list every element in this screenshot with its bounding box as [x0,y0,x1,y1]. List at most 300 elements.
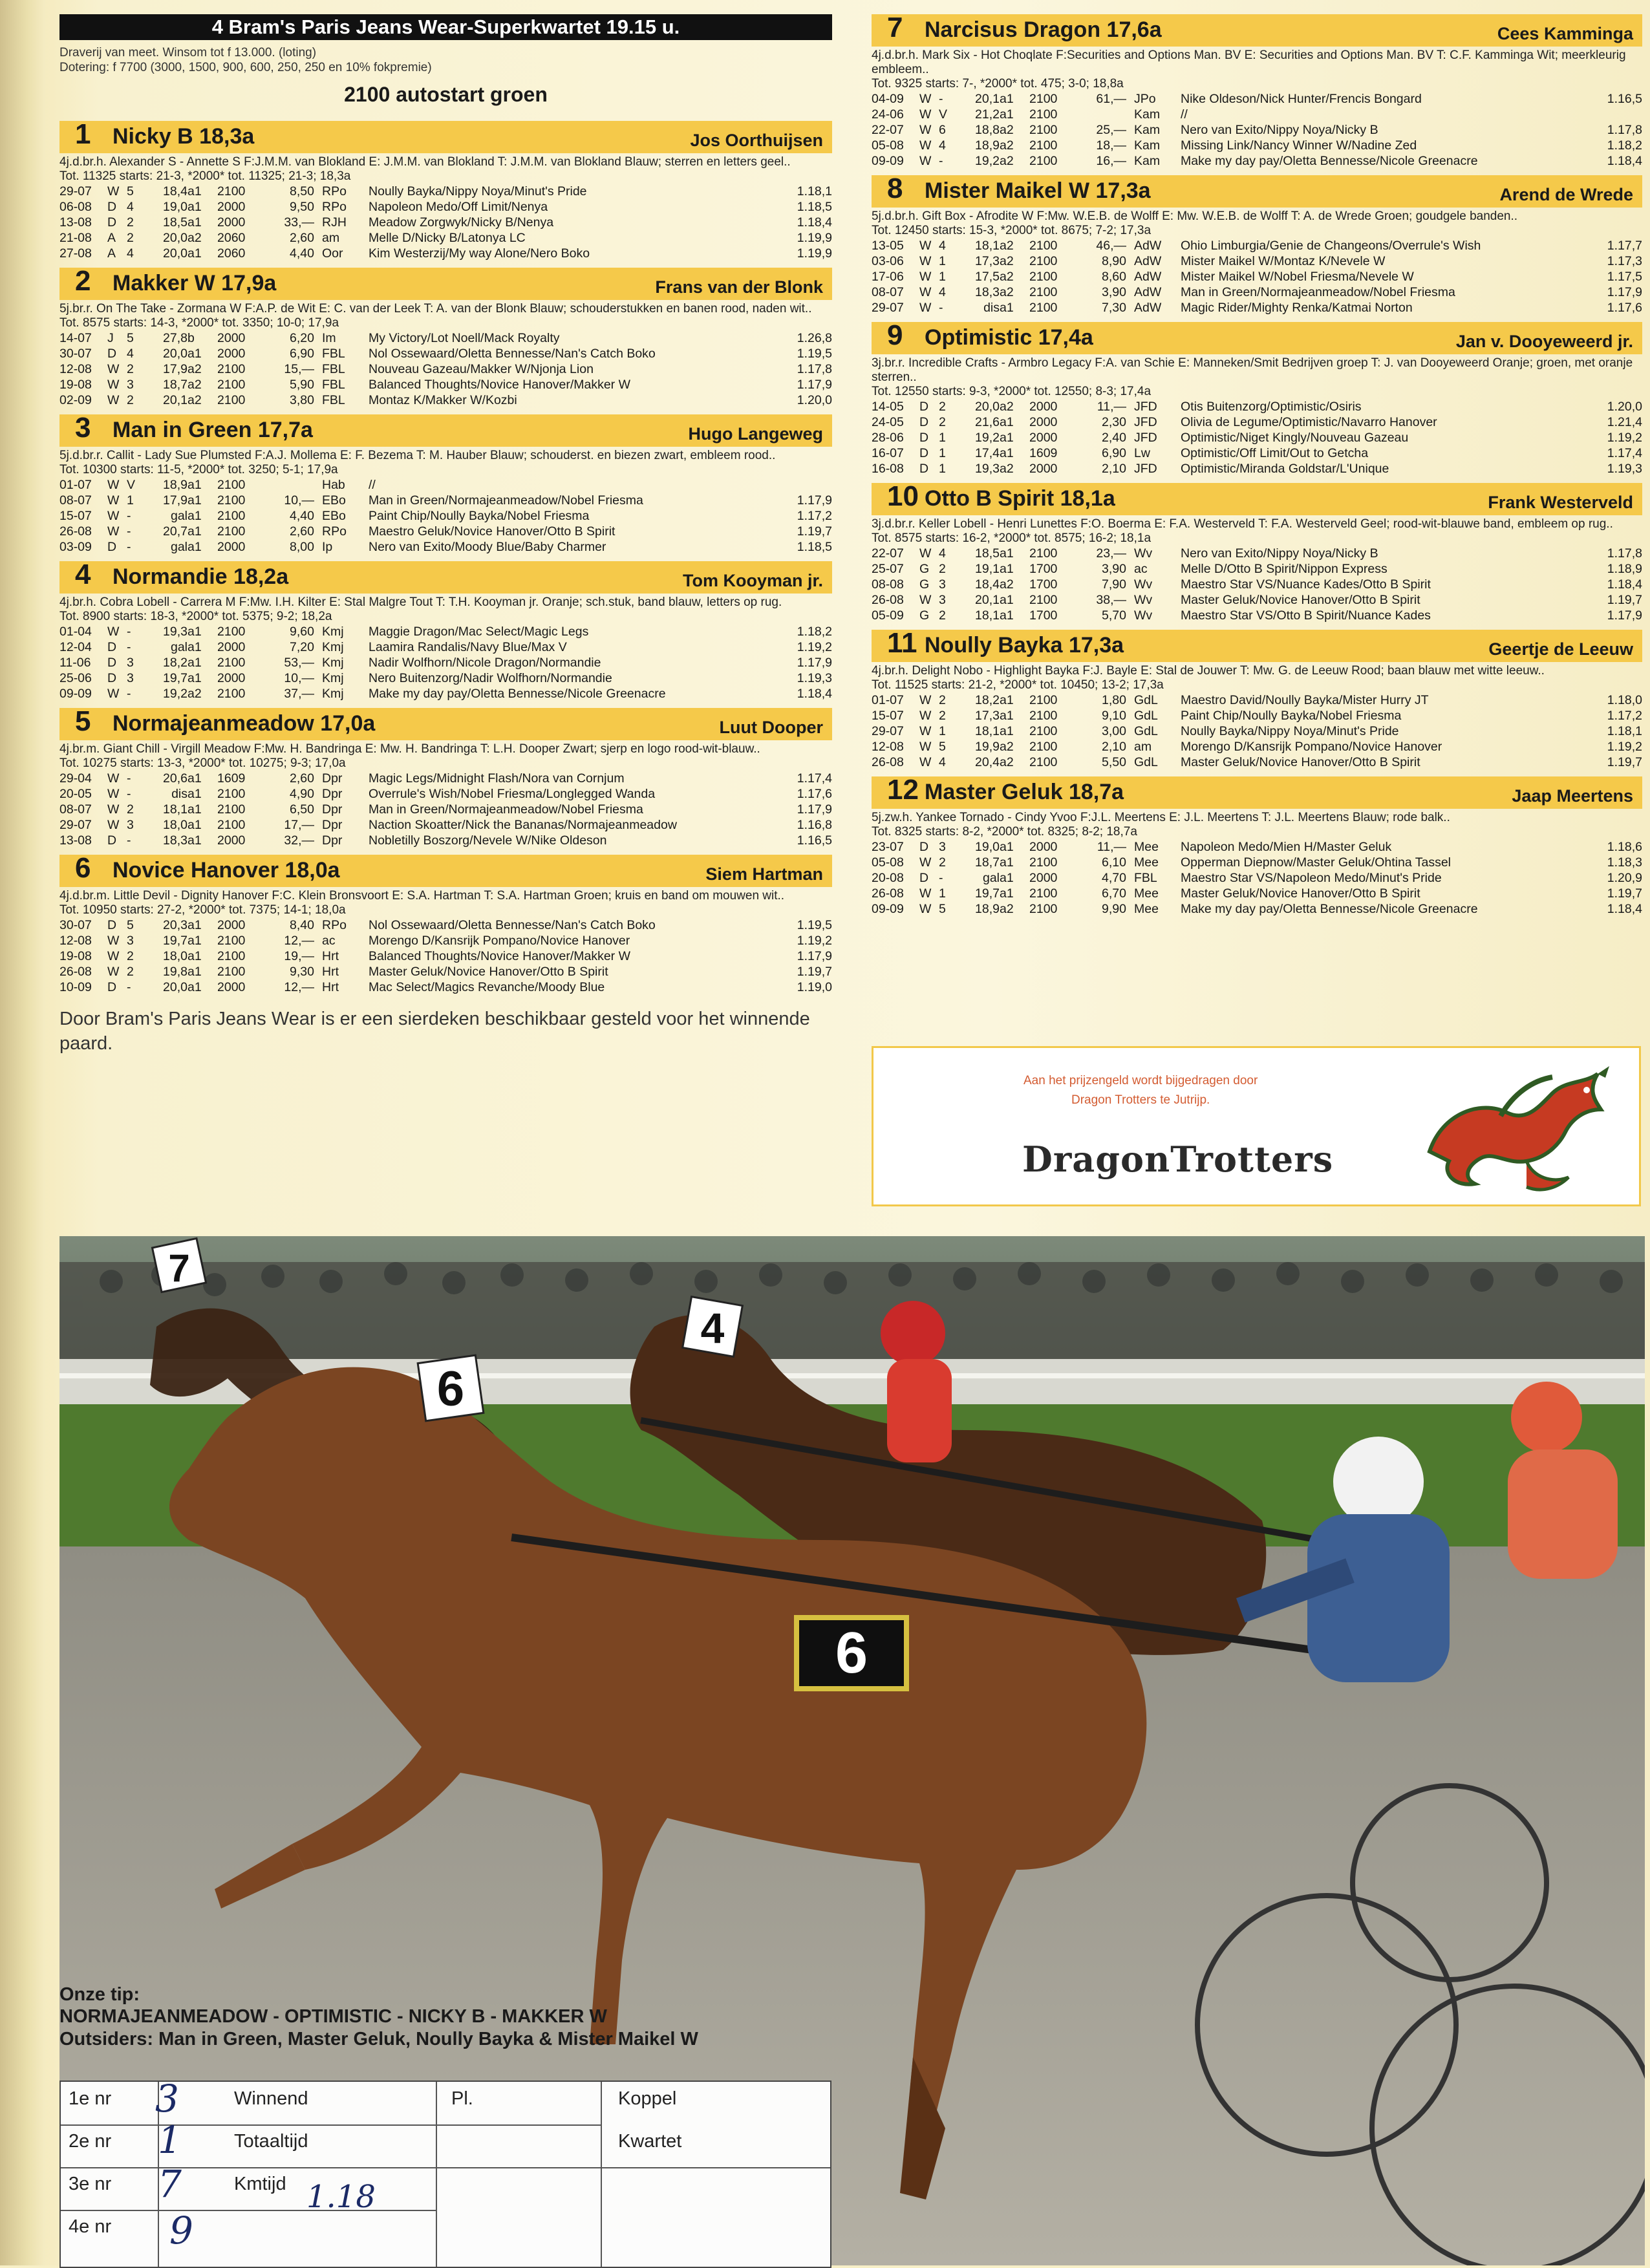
result-cell: 1.18,4 [1607,902,1642,916]
recent-results [872,399,1642,476]
result-cell: a1 [188,656,202,670]
result-cell: Ip [322,540,333,554]
result-cell: 6 [939,123,946,137]
result-cell: 5,70 [1102,608,1126,623]
result-cell: 09-09 [59,687,92,701]
result-cell: a1 [188,833,202,848]
result-cell: 8,40 [290,918,314,932]
result-row [872,608,1642,623]
result-cell: 2100 [1029,92,1058,106]
handwritten-4e: 9 [169,2209,193,2252]
result-cell: a1 [1000,840,1014,854]
horse-name: Narcisus Dragon 17,6a [925,17,1162,42]
result-cell: FBL [322,362,345,376]
result-cell: Kam [1134,154,1161,168]
horse-name: Master Geluk 18,7a [925,780,1124,804]
result-cell: 20,1 [975,593,1000,607]
result-cell: gal [982,871,1000,885]
result-cell: a2 [1000,254,1014,268]
recent-results [872,238,1642,316]
result-cell: 16,— [1096,154,1126,168]
result-row [59,639,832,655]
result-cell: 1.19,7 [1607,755,1642,769]
result-cell: 1.19,9 [797,231,832,245]
result-cell: Kmj [322,656,344,670]
result-cell: a1 [1000,431,1014,445]
result-cell: FBL [322,393,345,407]
result-cell: 1.17,6 [797,787,832,801]
result-cell: W [107,493,120,508]
entry-title [75,559,288,591]
result-row [872,122,1642,138]
result-cell: Nobletilly Boszorg/Nevele W/Nike Oldeson [369,833,607,848]
result-cell: a1 [1000,546,1014,561]
result-cell: 19,— [284,949,314,963]
result-cell: 18,4 [163,184,188,198]
result-cell: Nero van Exito/Nippy Noya/Nicky B [1181,123,1378,137]
result-cell: 18,1 [975,239,1000,253]
tip-pick: NORMAJEANMEADOW - OPTIMISTIC - NICKY B - MAKKER W [59,2006,607,2027]
career-totals: Tot. 8575 starts: 14-3, *2000* tot. 3350; 10-0; 17,9a [59,316,339,330]
result-cell: Nero van Exito/Nippy Noya/Nicky B [1181,546,1378,561]
driver-name: Hugo Langeweg [688,424,823,444]
result-cell: a1 [188,934,202,948]
driver-name: Luut Dooper [719,718,823,737]
result-cell: Nol Ossewaard/Oletta Bennesse/Nan's Catch Boko [369,918,656,932]
result-cell: V [939,107,948,122]
pedigree: 4j.br.h. Cobra Lobell - Carrera M F:Mw. I.H. Kilter E: Stal Malgre Tout T: T.H. Kooyman jr. Oranje; sch.stuk, band blauw, letters op rug. [59,595,782,609]
pedigree: 4j.br.m. Giant Chill - Virgill Meadow F:Mw. H. Bandringa E: Mw. H. Bandringa T: L.H. Dooper Zwart; sjerp en logo rood-wit-blauw.. [59,742,760,756]
entry-header [59,414,832,447]
result-cell: 29-07 [59,184,92,198]
result-cell: W [107,771,120,786]
result-cell: 2100 [217,787,246,801]
result-cell: 2000 [217,980,246,994]
result-cell: 25-07 [872,562,904,576]
result-cell: 2,60 [290,771,314,786]
result-cell: Mee [1134,902,1159,916]
result-cell: 21,6 [975,415,1000,429]
result-cell: 3,00 [1102,724,1126,738]
result-cell: D [107,918,117,932]
recent-results [59,624,832,701]
result-row [59,948,832,964]
result-cell: RPo [322,184,347,198]
entry-header [59,118,832,153]
result-cell: 2100 [217,934,246,948]
result-cell: 1.19,2 [1607,431,1642,445]
result-cell: a2 [1000,740,1014,754]
result-cell: D [107,656,117,670]
pedigree: 4j.d.br.h. Alexander S - Annette S F:J.M.M. van Blokland E: J.M.M. van Blokland T: J.M.M. van Blokland Blauw; sterren en letters geel.. [59,155,791,169]
result-cell: 61,— [1096,92,1126,106]
result-cell: 19,7 [163,934,188,948]
result-cell: Optimistic/Niget Kingly/Nouveau Gazeau [1181,431,1409,445]
result-cell: Make my day pay/Oletta Bennesse/Nicole Greenacre [369,687,666,701]
entry-header [59,265,832,300]
result-cell: G [919,562,930,576]
result-row [872,300,1642,316]
result-cell: 8,60 [1102,270,1126,284]
result-cell: 1.18,4 [1607,154,1642,168]
result-cell: 3,90 [1102,562,1126,576]
result-cell: a1 [188,200,202,214]
result-cell: 1.18,1 [797,184,832,198]
form-row-label: 2e nr [69,2131,112,2152]
form-field-koppel[interactable]: Koppel [618,2088,677,2109]
result-cell: 1.17,9 [797,378,832,392]
result-cell: Nouveau Gazeau/Makker W/Njonja Lion [369,362,594,376]
result-cell: 19-08 [59,378,92,392]
result-cell: a1 [188,625,202,639]
result-cell: a1 [1000,301,1014,315]
result-cell: D [107,980,117,994]
result-cell: 30-07 [59,347,92,361]
result-cell: a1 [188,771,202,786]
result-cell: a2 [1000,154,1014,168]
result-cell: 18,0 [163,818,188,832]
result-cell: Opperman Diepnow/Master Geluk/Ohtina Tassel [1181,855,1452,870]
result-cell: JFD [1134,462,1157,476]
bib-7 [152,1238,206,1292]
entry-header [59,852,832,887]
result-cell: 38,— [1096,593,1126,607]
result-cell: 2000 [217,918,246,932]
result-cell: Nero van Exito/Moody Blue/Baby Charmer [369,540,606,554]
result-cell: dis [983,301,1000,315]
recent-results [872,91,1642,169]
form-field-kmtijd[interactable]: Kmtijd [234,2174,286,2194]
result-cell: 17-06 [872,270,904,284]
result-cell: 4,40 [290,246,314,261]
result-cell: 2100 [217,625,246,639]
result-cell: 2000 [217,215,246,230]
result-cell: 1.16,5 [1607,92,1642,106]
result-cell: 2100 [1029,107,1058,122]
result-cell: a1 [1000,709,1014,723]
result-cell: 23,— [1096,546,1126,561]
result-cell: 4 [127,246,134,261]
horse-entry [59,705,832,848]
result-row [59,917,832,933]
result-cell: Naction Skoatter/Nick the Bananas/Normajeanmeadow [369,818,677,832]
result-cell: 2 [127,362,134,376]
result-cell: Missing Link/Nancy Winner W/Nadine Zed [1181,138,1417,153]
entry-header [872,319,1642,354]
result-cell: Meadow Zorgwyk/Nicky B/Nenya [369,215,554,230]
result-cell: 1.17,9 [797,656,832,670]
result-cell: D [919,840,929,854]
result-cell: My Victory/Lot Noell/Mack Royalty [369,331,560,345]
result-cell: a1 [1000,92,1014,106]
result-row [59,786,832,802]
result-cell: 2 [127,802,134,817]
result-cell: 2100 [1029,724,1058,738]
driver-name: Jos Oorthuijsen [690,131,823,150]
result-row [59,802,832,817]
result-cell: 1.19,7 [1607,593,1642,607]
result-row [59,964,832,979]
result-cell: W [107,378,120,392]
result-cell: 2100 [217,949,246,963]
result-cell: 2 [939,562,946,576]
result-cell: 1 [939,724,946,738]
result-cell: 15-07 [59,509,92,523]
result-cell: 18,1 [975,724,1000,738]
result-cell: a1 [1000,446,1014,460]
result-cell: JFD [1134,400,1157,414]
start-number: 10 [887,480,919,512]
result-cell: 2100 [217,509,246,523]
career-totals: Tot. 8575 starts: 16-2, *2000* tot. 8575; 16-2; 18,1a [872,531,1152,545]
result-cell [1593,107,1642,122]
result-cell: 8,00 [290,540,314,554]
career-totals: Tot. 9325 starts: 7-, *2000* tot. 475; 3-0; 18,8a [872,77,1124,91]
result-row [872,855,1642,870]
tip-box [59,1984,835,2051]
result-cell: 3 [127,656,134,670]
driver-name: Siem Hartman [705,864,823,884]
result-cell: - [127,625,131,639]
result-cell: A [107,246,116,261]
result-cell: 19-08 [59,949,92,963]
result-cell: 18,4 [975,577,1000,592]
form-field-kwartet[interactable]: Kwartet [618,2131,682,2152]
result-row [59,199,832,215]
result-cell: D [107,540,117,554]
result-cell: Melle D/Otto B Spirit/Nippon Express [1181,562,1388,576]
result-cell: 1.17,9 [797,493,832,508]
result-cell: 13-08 [59,833,92,848]
result-cell: 01-04 [59,625,92,639]
result-cell: FBL [1134,871,1157,885]
result-cell: Paint Chip/Noully Bayka/Nobel Friesma [369,509,590,523]
result-cell: 1.16,8 [797,818,832,832]
result-cell: 24-06 [872,107,904,122]
result-cell: Balanced Thoughts/Novice Hanover/Makker W [369,949,630,963]
result-cell: 1.19,9 [797,246,832,261]
result-cell: Hab [322,478,345,492]
result-cell: 1.19,3 [1607,462,1642,476]
result-cell: 18,— [1096,138,1126,153]
result-row [872,269,1642,284]
result-cell: 32,— [284,833,314,848]
result-cell: 17,3 [975,254,1000,268]
horse-name: Nicky B 18,3a [112,124,255,149]
sponsor-line: Aan het prijzengeld wordt bijgedragen door [1023,1074,1258,1087]
result-cell: 2 [127,215,134,230]
driver-name: Tom Kooyman jr. [682,571,823,590]
result-cell: Wv [1134,593,1153,607]
result-cell: 19,2 [163,687,188,701]
result-cell: 2000 [217,671,246,685]
result-cell: 2000 [217,540,246,554]
crowd [59,1262,1645,1359]
result-cell: 3 [127,934,134,948]
result-cell: W [107,478,120,492]
result-cell: 9,10 [1102,709,1126,723]
result-cell: 2100 [1029,254,1058,268]
result-row [59,624,832,639]
result-cell: 2 [939,415,946,429]
result-cell: 20-05 [59,787,92,801]
result-cell: 2060 [217,246,246,261]
result-cell: W [919,301,932,315]
result-cell: a1 [188,965,202,979]
result-row [59,817,832,833]
career-totals: Tot. 12450 starts: 15-3, *2000* tot. 8675; 7-2; 17,3a [872,224,1152,237]
result-cell: 16-08 [872,462,904,476]
result-cell: 4,40 [290,509,314,523]
result-cell: 5 [939,740,946,754]
result-cell: 2100 [1029,154,1058,168]
result-cell: Wv [1134,577,1153,592]
result-cell: 1.18,2 [797,625,832,639]
result-cell: 18,7 [163,378,188,392]
result-cell: RPo [322,200,347,214]
result-cell: W [919,239,932,253]
pedigree: 3j.br.r. Incredible Crafts - Armbro Legacy F:A. van Schie E: Manneken/Smit Bedrijven groep T: J. van Dooyeweerd Oranje; groen, met oranje sterren.. [872,356,1633,384]
result-cell: - [939,92,943,106]
result-row [59,508,832,524]
result-cell: a1 [1000,886,1014,901]
recent-results [872,839,1642,917]
result-cell: 1.20,0 [1607,400,1642,414]
horse-name: Novice Hanover 18,0a [112,858,340,883]
result-cell: 17,3 [975,709,1000,723]
result-cell: RPo [322,524,347,539]
result-cell: EBo [322,509,346,523]
result-cell: 1.19,7 [797,524,832,539]
result-cell: Hrt [322,980,339,994]
driver-red [881,1301,952,1462]
result-cell: Nike Oldeson/Nick Hunter/Frencis Bongard [1181,92,1422,106]
result-cell: AdW [1134,254,1162,268]
result-cell: 2000 [217,640,246,654]
result-cell: 18,1 [163,802,188,817]
result-row [872,399,1642,414]
form-field-winnend[interactable]: Winnend [234,2088,308,2109]
career-totals: Tot. 12550 starts: 9-3, *2000* tot. 12550; 8-3; 17,4a [872,385,1152,398]
result-cell: 2,40 [1102,431,1126,445]
result-row [59,346,832,361]
result-cell: 25-06 [59,671,92,685]
result-cell: G [919,608,930,623]
result-cell: 1.18,3 [1607,855,1642,870]
result-cell: 14-07 [59,331,92,345]
result-cell: 01-07 [872,693,904,707]
driver-name: Geertje de Leeuw [1488,639,1633,659]
result-cell: 1.18,2 [1607,138,1642,153]
result-cell: W [107,818,120,832]
horse-entry [872,175,1642,316]
result-cell: AdW [1134,301,1162,315]
result-cell: Noully Bayka/Nippy Noya/Minut's Pride [369,184,587,198]
result-cell: 2000 [1029,431,1058,445]
result-cell: Maggie Dragon/Mac Select/Magic Legs [369,625,589,639]
result-cell: 4 [939,755,946,769]
form-field-pl[interactable]: Pl. [451,2088,473,2109]
result-cell: 1 [939,270,946,284]
result-cell: 27,8 [163,331,188,345]
result-cell: W [107,625,120,639]
result-cell: 12-04 [59,640,92,654]
result-cell: 20,1 [975,92,1000,106]
result-row [872,414,1642,430]
result-cell: 3 [939,840,946,854]
result-cell: 2100 [1029,285,1058,299]
result-row [872,461,1642,476]
result-cell: Mac Select/Magics Revanche/Moody Blue [369,980,605,994]
handwritten-kmtijd: 1.18 [306,2179,376,2215]
result-cell: Kmj [322,625,344,639]
result-row [59,184,832,199]
result-cell: 28-06 [872,431,904,445]
result-cell: W [107,802,120,817]
result-cell: 2000 [217,833,246,848]
result-cell: 8,50 [290,184,314,198]
result-cell: a2 [1000,285,1014,299]
form-row-label: 1e nr [69,2088,112,2109]
result-cell: W [919,138,932,153]
result-cell: 15-07 [872,709,904,723]
result-cell: 2000 [1029,415,1058,429]
result-cell: 29-07 [59,818,92,832]
entry-title [75,852,340,884]
result-row [872,739,1642,754]
result-cell: 4 [939,285,946,299]
result-cell: 18,3 [975,285,1000,299]
result-cell: 2100 [1029,123,1058,137]
result-cell: Noully Bayka/Nippy Noya/Minut's Pride [1181,724,1399,738]
result-cell: 2100 [1029,886,1058,901]
result-cell: W [107,949,120,963]
result-cell: D [107,200,117,214]
start-number: 7 [887,12,903,43]
form-row-label: 3e nr [69,2174,112,2194]
result-cell: GdL [1134,693,1158,707]
result-row [872,870,1642,886]
result-row [872,592,1642,608]
result-cell: Balanced Thoughts/Novice Hanover/Makker W [369,378,630,392]
result-cell: D [919,431,929,445]
result-cell: Magic Legs/Midnight Flash/Nora van Cornjum [369,771,625,786]
result-cell: 53,— [284,656,314,670]
result-cell: Maestro Star VS/Otto B Spirit/Nuance Kades [1181,608,1431,623]
result-cell: ac [1134,562,1148,576]
svg-text:6: 6 [436,1362,465,1417]
horse-entry [59,265,832,408]
result-cell: gal [170,509,188,523]
form-field-totaaltijd[interactable]: Totaaltijd [234,2131,308,2152]
result-cell: 24-05 [872,415,904,429]
result-cell: D [107,833,117,848]
result-cell: 18,5 [163,215,188,230]
result-cell: a1 [1000,871,1014,885]
result-cell: 2100 [217,493,246,508]
result-cell: 17,— [284,818,314,832]
dragon-logo-icon [1404,1054,1617,1203]
result-cell: - [127,640,131,654]
result-cell: 20,1 [163,393,188,407]
result-row [872,839,1642,855]
result-cell: 8,90 [1102,254,1126,268]
result-cell: W [919,755,932,769]
result-cell: 1.19,2 [797,640,832,654]
result-cell: 18,8 [975,123,1000,137]
result-cell: a2 [188,393,202,407]
result-cell: 19,0 [975,840,1000,854]
